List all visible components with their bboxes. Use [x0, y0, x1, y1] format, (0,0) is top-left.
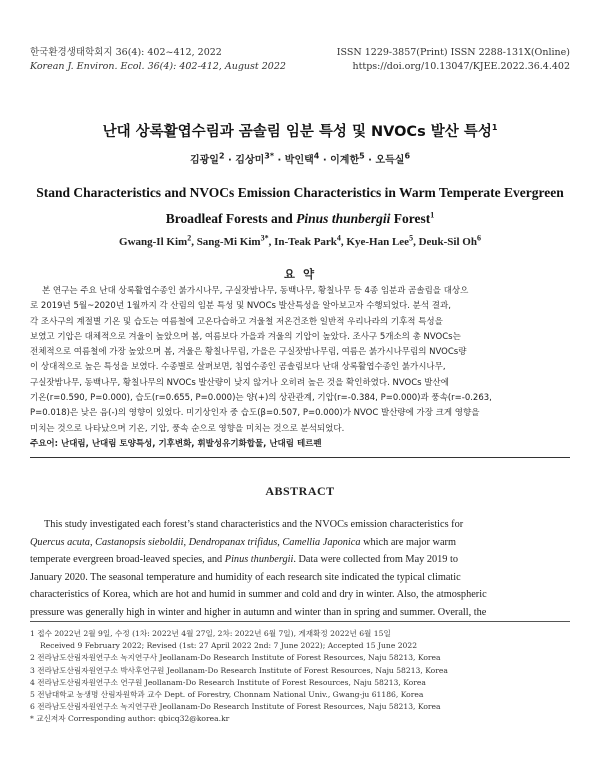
footnote: 3 전라남도산림자원연구소 박사후연구원 Jeollanam-Do Research Institute of Forest Resources, Naju 58213, Korea — [30, 665, 448, 675]
abstract-line: pressure was generally high in winter and higher in autumn and winter than in spring and summer. Overall, the — [30, 606, 487, 618]
title-english: Stand Characteristics and NVOCs Emission Characteristics in Warm Temperate Evergreen Broadleaf Forests and Pinus thunbergii Forest$^1$ — [36, 185, 564, 226]
footnote: Received 9 February 2022; Revised (1st: 27 April 2022 2nd: 7 June 2022); Accepted 15 June 2022 — [40, 641, 418, 651]
abstract-line: 전체적으로 여름철에 가장 높았으며 봄, 겨울은 황칠나무림, 가을은 구실잣밤나무림, 여름은 붉가시나무림의 NVOCs량 — [30, 347, 467, 358]
authors-english: Gwang-Il Kim$^2$, Sang-Mi Kim$^{3*}$, In-Teak Park$^4$, Kye-Han Lee$^5$, Deuk-Sil Oh$^6$ — [119, 233, 481, 248]
abstract-english-heading: ABSTRACT — [265, 484, 335, 498]
abstract-english — [30, 516, 570, 622]
title-korean: 난대 상록활엽수림과 곰솔림 임분 특성 및 NVOCs 발산 특성$^1$ — [102, 123, 498, 140]
abstract-line: 각 조사구의 계절별 기온 및 습도는 여름철에 고온다습하고 겨울철 저온건조한 일반적 우리나라의 기후적 특성을 — [30, 316, 443, 327]
doi-link[interactable]: https://doi.org/10.13047/KJEE.2022.36.4.402 — [352, 61, 570, 72]
issn: ISSN 1229-3857(Print) ISSN 2288-131X(Online) — [336, 47, 570, 58]
abstract-line: temperate evergreen broad-leaved species, and Pinus thunbergii. Data were collected from May 2019 to — [30, 554, 459, 566]
footnote: 6 전라남도산림자원연구소 녹지연구관 Jeollanam-Do Research Institute of Forest Resources, Naju 58213, Korea — [30, 702, 441, 712]
keywords-korean: 주요어: 난대림, 난대림 토양특성, 기후변화, 휘발성유기화합물, 난대림 테르펜 — [30, 439, 322, 449]
abstract-line: P=0.018)은 낮은 음(-)의 영향이 있었다. 미기상인자 중 습도(β=0.507, P=0.000)가 NVOC 발산량에 가장 크게 영향을 — [30, 408, 480, 419]
abstract-line: 기온(r=0.590, P=0.000), 습도(r=0.655, P=0.000)는 양(+)의 상관관계, 기압(r=-0.384, P=0.000)과 풍속(r=-0.263, — [30, 393, 492, 404]
footnote: 1 접수 2022년 2월 9일, 수정 (1차: 2022년 4월 27일, 2차: 2022년 6월 7일), 게재확정 2022년 6월 15일 — [30, 629, 391, 638]
footnote: 2 전라남도산림자원연구소 녹지연구사 Jeollanam-Do Research Institute of Forest Resources, Naju 58213, Korea — [30, 653, 441, 663]
abstract-korean-heading: 요 약 — [283, 267, 317, 281]
journal-name-en: Korean J. Environ. Ecol. 36(4): 402-412, August 2022 — [30, 61, 286, 72]
footnotes — [30, 628, 575, 726]
journal-header-left — [30, 46, 286, 74]
abstract-line: 이 상대적으로 높은 특성을 보였다. 수종별로 살펴보면, 침엽수종인 곰솔림보다 난대 상록활엽수종인 붉가시나무, — [30, 362, 446, 373]
authors-korean: 김광일$^2$ · 김상미$^{3*}$ · 박인택$^4$ · 이계한$^5$ · 오득실$^6$ — [189, 151, 411, 166]
footnote-divider — [30, 621, 570, 622]
footnote-corresponding-author: * 교신저자 Corresponding author: qbicq32@korea.kr — [30, 714, 230, 724]
footnote: 4 전라남도산림자원연구소 연구원 Jeollanam-Do Research Institute of Forest Resources, Naju 58213, Korea — [30, 677, 426, 687]
abstract-korean — [30, 284, 570, 437]
abstract-line: Quercus acuta, Castanopsis sieboldii, Dendropanax trifidus, Camellia Japonica which are major warm — [30, 536, 456, 548]
footnote: 5 전남대학교 농생명 산림자원학과 교수 Dept. of Forestry, Chonnam National Univ., Gwang-ju 61186, Korea — [30, 690, 424, 700]
abstract-line: 미치는 것으로 나타났으며 기온, 기압, 풍속 순으로 영향을 미치는 것으로 분석되었다. — [30, 423, 345, 434]
abstract-line: 로 2019년 5월~2020년 1월까지 각 산림의 임분 특성 및 NVOCs 발산특성을 알아보고자 수행되었다. 분석 결과, — [30, 301, 451, 312]
abstract-line: characteristics of Korea, which are hot and humid in summer and cold and dry in winter. Also, the atmospheric — [30, 589, 487, 601]
journal-name-kr: 한국환경생태학회지 36(4): 402~412, 2022 — [30, 47, 222, 58]
journal-header-right — [337, 46, 570, 74]
section-divider — [30, 457, 570, 458]
abstract-line: 본 연구는 주요 난대 상록활엽수종인 붉가시나무, 구실잣밤나무, 동백나무, 황칠나무 등 4종 임분과 곰솔림을 대상으 — [42, 286, 469, 296]
abstract-line: 구실잣밤나무, 동백나무, 황칠나무의 NVOCs 발산량이 낮지 않거나 오히려 높은 것을 확인하였다. NVOCs 발산에 — [30, 377, 449, 388]
abstract-line: This study investigated each forest’s stand characteristics and the NVOCs emission characteristics for — [44, 519, 464, 530]
abstract-line: 보였고 기압은 대체적으로 겨울이 높았으며 봄, 여름보다 가을과 겨울의 기압이 높았다. 조사구 5개소의 총 NVOCs는 — [30, 331, 461, 342]
abstract-line: January 2020. The seasonal temperature and humidity of each research site indicated the typical climatic — [30, 571, 461, 583]
